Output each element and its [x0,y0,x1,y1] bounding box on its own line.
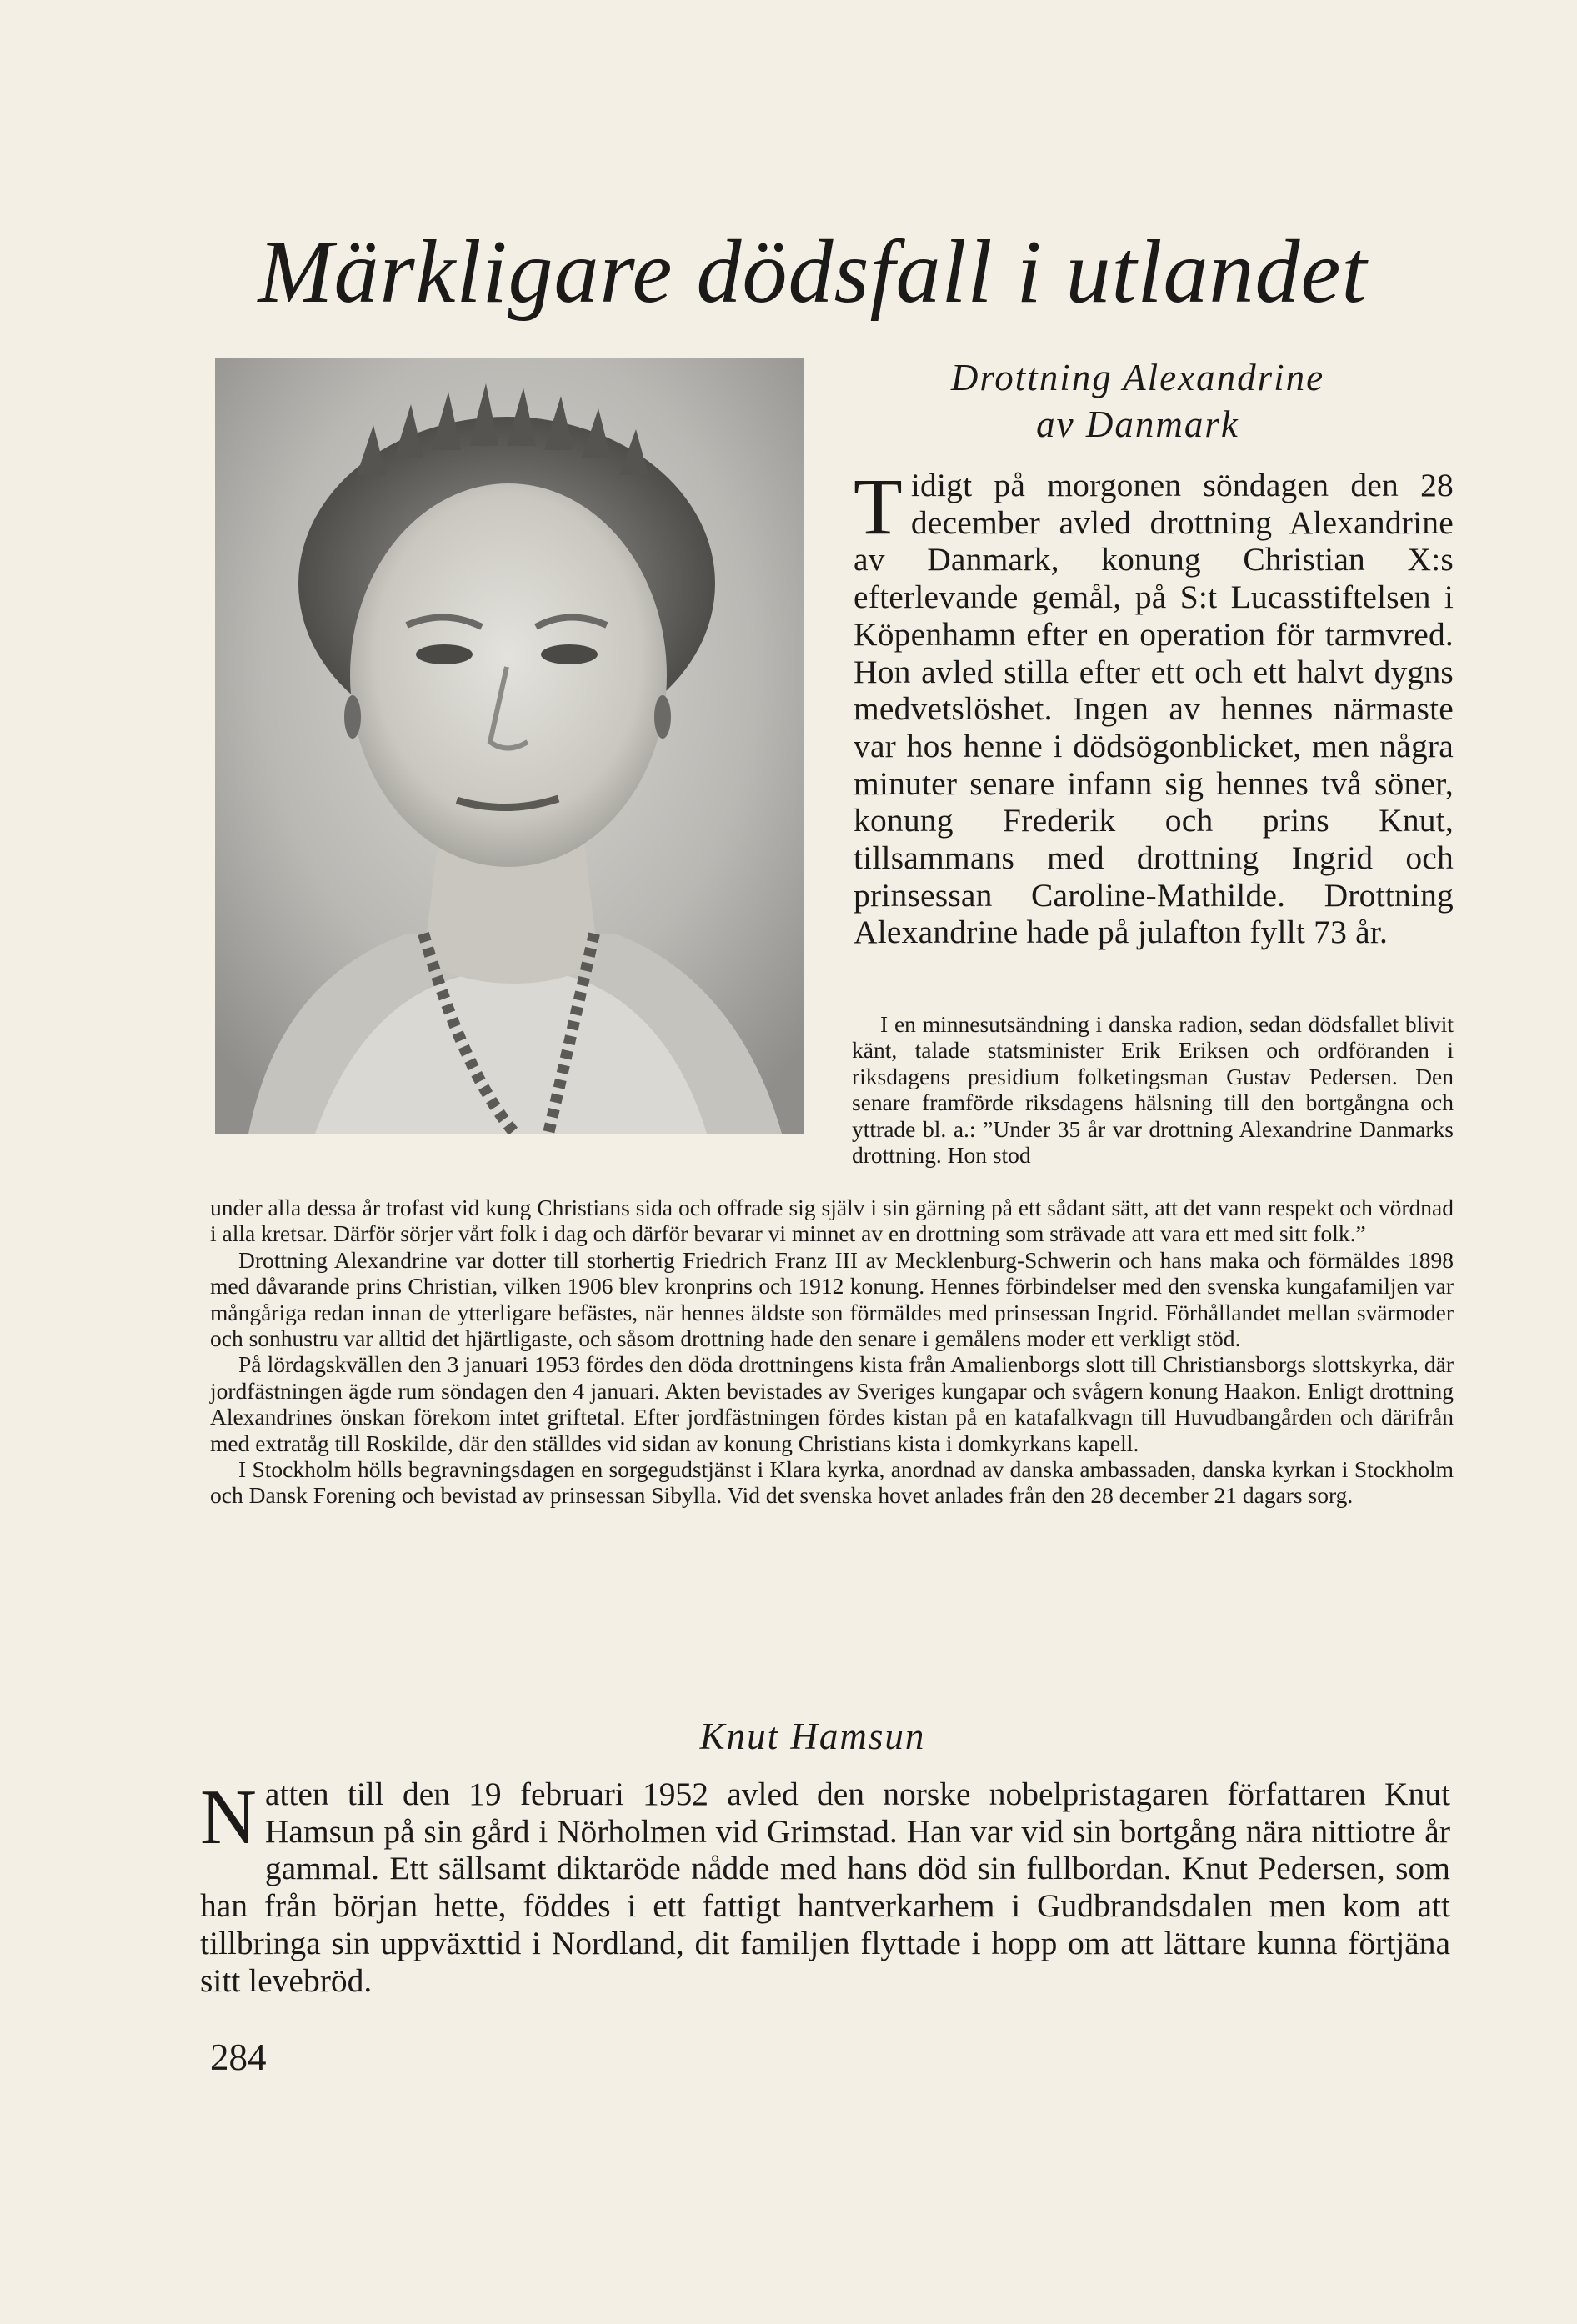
lead-text-alexandrine: idigt på morgonen söndagen den 28 december avled drottning Alexandrine av Danmark, konung Christian X:s efterlevande gemål, på S:t Lucasstiftelsen i Köpenhamn efter en operation för tarmvred. Hon avled stilla efter ett och ett halvt dygns medvetslöshet. Ingen av hennes närmaste var hos henne i dödsögonblicket, men några minuter senare infann sig hennes två söner, konung Frederik och prins Knut, tillsammans med drottning Ingrid och prinsessan Caroline-Mathilde. Drottning Alexandrine hade på julafton fyllt 73 år. [854,467,1454,951]
small-paragraph-radio: I en minnesutsändning i danska radion, sedan dödsfallet blivit känt, talade statsminister Erik Eriksen och ordföranden i riksdagens presidium folketingsman Gustav Pedersen. Den senare framförde riksdagens hälsning till den bortgångna och yttrade bl. a.: ”Under 35 år var drottning Alexandrine Danmarks drottning. Hon stod [852,1011,1454,1169]
section-heading-alexandrine [850,354,1425,448]
lead-paragraph-alexandrine [854,462,1454,951]
page-title: Märkligare dödsfall i utlandet [258,223,1368,322]
small-paragraph-stockholm: I Stockholm hölls begravningsdagen en sorgegudstjänst i Klara kyrka, anordnad av danska ambassaden, danska kyrkan i Stockholm och Dansk Forening och bevistad av prinsessan Sibylla. Vid det svenska hovet anlades från den 28 december 21 dagars sorg. [210,1456,1454,1509]
portrait-photo [215,358,804,1134]
portrait-illustration [215,358,804,1134]
section-heading-hamsun: Knut Hamsun [699,1715,926,1757]
dropcap-t: T [854,462,903,551]
lead-text-hamsun: atten till den 19 februari 1952 avled den norske nobelpristagaren författaren Knut Hamsun på sin gård i Nörholmen vid Grimstad. Han var vid sin bortgång nära nittiotre år gammal. Ett sällsamt diktaröde nådde med hans död sin fullbordan. Knut Pedersen, som han från början hette, föddes i ett fattigt hantverkarhem i Gudbrandsdalen men kom att tillbringa sin uppväxttid i Nordland, dit familjen flyttade i hopp om att lättare kunna förtjäna sitt levebröd. [200,1776,1450,1999]
small-paragraph-funeral: På lördagskvällen den 3 januari 1953 fördes den döda drottningens kista från Amalienborgs slott till Christiansborgs slottskyrka, där jordfästningen ägde rum söndagen den 4 januari. Akten bevistades av Sveriges kungapar och svågern konung Haakon. Enligt drottning Alexandrines önskan förekom intet griftetal. Efter jordfästningen fördes kistan på en katafalkvagn till Huvudbangården och därifrån med extratåg till Roskilde, där den ställdes vid sidan av konung Christians kista i domkyrkans kapell. [210,1351,1454,1456]
small-paragraph-family: Drottning Alexandrine var dotter till storhertig Friedrich Franz III av Mecklenburg-Schwerin och hans maka och förmäldes 1898 med dåvarande prins Christian, vilken 1906 blev kronprins och 1912 konung. Hennes förbindelser med den svenska kungafamiljen var mångåriga redan innan de ytterligare befästes, när hennes äldste son förmäldes med prinsessan Ingrid. Förhållandet mellan svärmoder och sonhustru var alltid det hjärtligaste, och såsom drottning hade den senare i gemålens moder ett verkligt stöd. [210,1246,1454,1352]
small-text-right-column [852,1011,1454,1168]
section-heading-line1: Drottning Alexandrine [950,357,1325,398]
small-text-full-width [210,1195,1454,1509]
section-heading-line2: av Danmark [1036,403,1239,445]
page-number: 284 [210,2036,267,2078]
dropcap-n: N [200,1774,257,1861]
small-paragraph-continued: under alla dessa år trofast vid kung Christians sida och offrade sig själv i sin gärning på ett sådant sätt, att det vann respekt och vördnad i alla kretsar. Därför sörjer vårt folk i dag och därför bevarar vi minnet av en drottning som strävade att vara ett med sitt folk.” [210,1195,1454,1247]
lead-paragraph-hamsun [200,1776,1450,1999]
